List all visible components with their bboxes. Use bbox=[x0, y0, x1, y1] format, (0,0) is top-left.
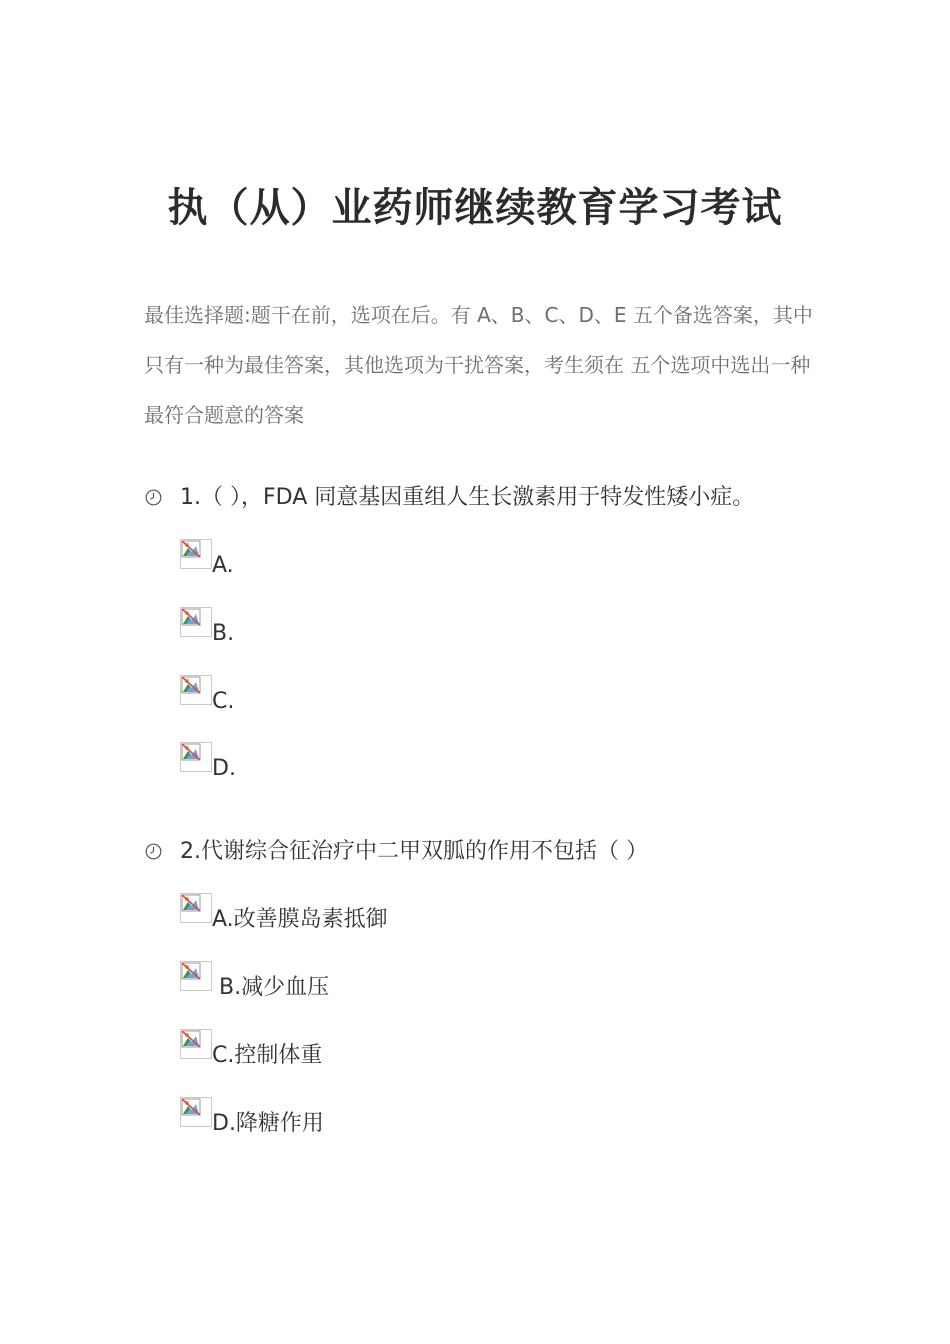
instructions-paragraph: 最佳选择题:题干在前，选项在后。有 A、B、C、D、E 五个备选答案，其中只有一种为最佳答案，其他选项为干扰答案，考生须在 五个选项中选出一种最符合题意的答案 bbox=[144, 303, 813, 427]
broken-image-icon bbox=[180, 961, 212, 991]
question-1-text: 1.（ ），FDA 同意基因重组人生长激素用于特发性矮小症。 bbox=[180, 485, 755, 510]
broken-image-icon bbox=[180, 742, 212, 772]
option-label: A. bbox=[212, 553, 234, 578]
question-2-text: 2.代谢综合征治疗中二甲双胍的作用不包括（ ） bbox=[180, 839, 648, 864]
broken-image-icon bbox=[180, 539, 212, 569]
page-title: 执（从）业药师继续教育学习考试 bbox=[167, 185, 783, 231]
option-label: D. bbox=[212, 756, 236, 781]
option-label: C.控制体重 bbox=[212, 1043, 323, 1068]
broken-image-icon bbox=[180, 607, 212, 637]
option-label: B.减少血压 bbox=[212, 975, 330, 1000]
broken-image-icon bbox=[180, 1029, 212, 1059]
broken-image-icon bbox=[180, 675, 212, 705]
broken-image-icon bbox=[180, 1097, 212, 1127]
option-label: D.降糖作用 bbox=[212, 1111, 324, 1136]
broken-image-icon bbox=[180, 893, 212, 923]
option-label: C. bbox=[212, 689, 235, 714]
clock-icon bbox=[145, 843, 162, 860]
clock-icon bbox=[145, 489, 162, 506]
option-label: A.改善膜岛素抵御 bbox=[212, 907, 388, 932]
option-label: B. bbox=[212, 621, 235, 646]
